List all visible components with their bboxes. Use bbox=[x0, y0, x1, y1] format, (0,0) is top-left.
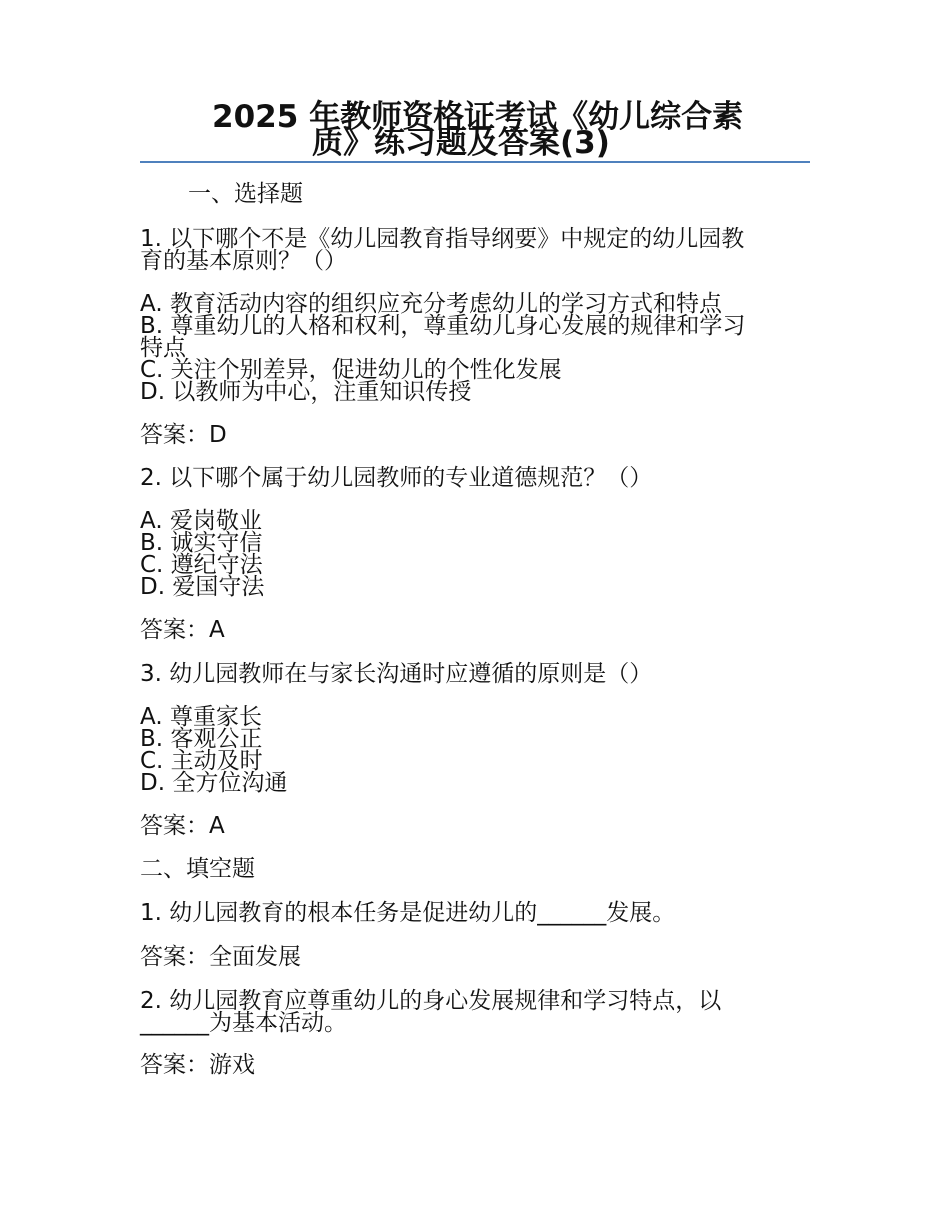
title-line-2: 质》练习题及答案(3) bbox=[312, 125, 610, 161]
question-3-option-b: B. 客观公正 bbox=[140, 726, 263, 752]
question-3-stem: 3. 幼儿园教师在与家长沟通时应遵循的原则是（） bbox=[140, 661, 653, 687]
question-2-stem: 2. 以下哪个属于幼儿园教师的专业道德规范？（） bbox=[140, 465, 653, 491]
question-1-option-b-cont: 特点 bbox=[140, 335, 186, 361]
fill-question-2-answer: 答案：游戏 bbox=[140, 1052, 255, 1078]
section-heading-fill-blank: 二、填空题 bbox=[140, 856, 255, 882]
question-1-option-a: A. 教育活动内容的组织应充分考虑幼儿的学习方式和特点 bbox=[140, 291, 722, 317]
fill-question-1-stem: 1. 幼儿园教育的根本任务是促进幼儿的______发展。 bbox=[140, 900, 676, 926]
question-1-option-b: B. 尊重幼儿的人格和权利，尊重幼儿身心发展的规律和学习 bbox=[140, 313, 746, 339]
question-2-option-a: A. 爱岗敬业 bbox=[140, 508, 262, 534]
section-heading-choice: 一、选择题 bbox=[188, 181, 303, 207]
title-underline bbox=[140, 161, 810, 163]
question-3-option-d: D. 全方位沟通 bbox=[140, 770, 288, 796]
question-1-answer: 答案：D bbox=[140, 422, 227, 448]
fill-question-2-stem-line-2: ______为基本活动。 bbox=[140, 1010, 347, 1036]
question-2-option-b: B. 诚实守信 bbox=[140, 530, 263, 556]
title-line-1: 2025 年教师资格证考试《幼儿综合素 bbox=[212, 99, 744, 135]
question-3-option-a: A. 尊重家长 bbox=[140, 704, 262, 730]
question-1-stem-line-1: 1. 以下哪个不是《幼儿园教育指导纲要》中规定的幼儿园教 bbox=[140, 226, 745, 252]
question-3-option-c: C. 主动及时 bbox=[140, 748, 263, 774]
fill-question-1-answer: 答案：全面发展 bbox=[140, 944, 301, 970]
question-1-option-c: C. 关注个别差异，促进幼儿的个性化发展 bbox=[140, 357, 562, 383]
question-1-stem-line-2: 育的基本原则？（） bbox=[140, 248, 347, 274]
question-3-answer: 答案：A bbox=[140, 813, 225, 839]
document-title bbox=[140, 99, 810, 161]
question-2-option-c: C. 遵纪守法 bbox=[140, 552, 263, 578]
question-2-option-d: D. 爱国守法 bbox=[140, 574, 265, 600]
question-1-option-d: D. 以教师为中心，注重知识传授 bbox=[140, 379, 472, 405]
fill-question-2-stem-line-1: 2. 幼儿园教育应尊重幼儿的身心发展规律和学习特点，以 bbox=[140, 988, 722, 1014]
question-2-answer: 答案：A bbox=[140, 617, 225, 643]
